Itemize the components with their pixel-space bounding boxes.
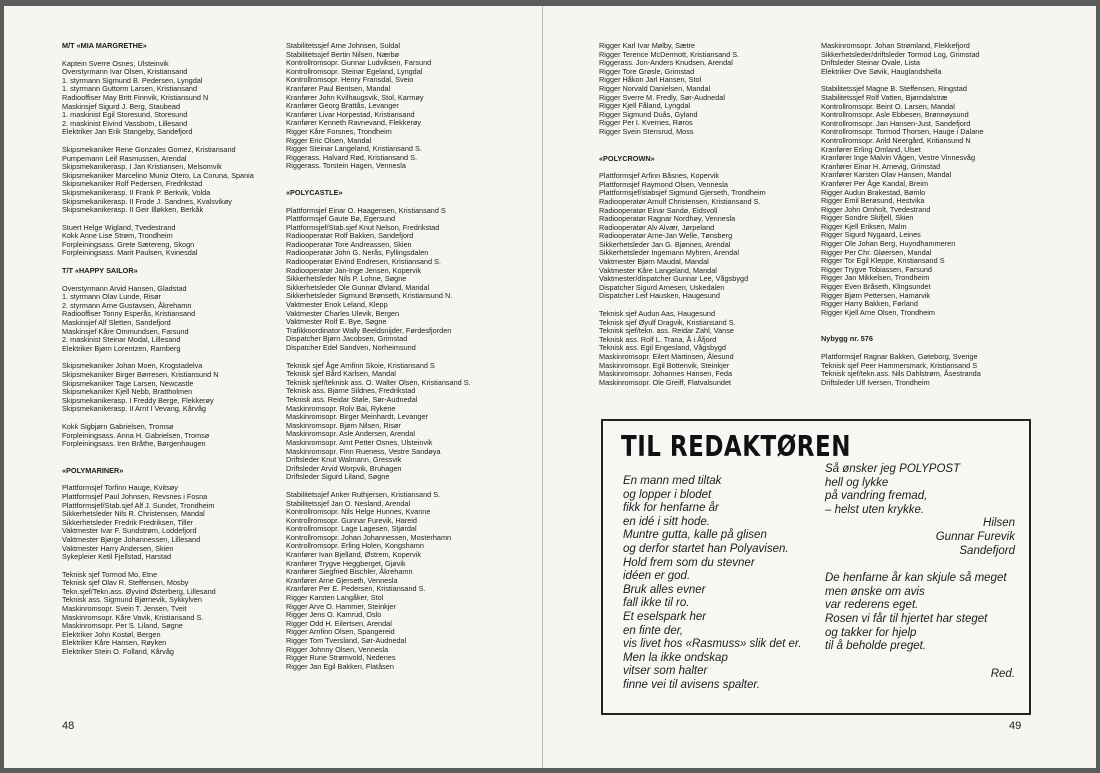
crew-entry: Teknisk ass. Sigmund Bjørnevik, Sykkylven [62,595,202,605]
crew-list-column-2 [821,42,1051,387]
crew-entry: Dispatcher Bjørn Jacobsen, Grimstad [286,334,408,344]
crew-entry: Maskinromsopr. Rolv Bai, Rykene [286,403,396,413]
crew-entry: Skipsmekanikerasp. I Jan Kristiansen, Melsomvik [62,162,222,172]
crew-entry: Stabilitetssjef Rolf Vatten, Bjørndalstræ [821,92,948,102]
crew-entry: Kranfører Einar H. Arnevig, Grimstad [821,161,941,171]
crew-entry: Kontrollromsopr. Tormod Thorsen, Hauge i Dalane [821,127,984,137]
crew-entry: Vaktmester Rolf E. Bye, Søgne [286,317,387,327]
crew-entry: 1. styrmann Olav Lunde, Risør [62,292,161,302]
crew-list-column-2 [286,42,516,671]
crew-entry: Plattformsjef Ragnar Bakken, Gøteborg, Sverige [821,352,978,361]
crew-entry: Radiooperatør John G. Nerås, Fyllingsdalen [286,248,429,258]
letter-to-editor-title: TIL REDAKTØREN [621,431,851,464]
crew-entry: Plattformsjef Arfinn Båsnes, Kopervik [599,171,720,181]
crew-entry: Radiooperatør Einar Sandø, Eidsvoll [599,205,718,215]
crew-entry: Maskinsjef Sigurd J. Berg, Staubead [62,101,181,111]
crew-entry: Skipsmekaniker Rolf Pedersen, Fredrikstad [62,179,203,189]
crew-entry: Maskinromsopr. Birger Meinhardt, Levanger [286,412,428,422]
crew-entry: Stuert Helge Wigland, Tvedestrand [62,222,176,232]
crew-entry: Vaktmester Charles Ulevik, Bergen [286,308,400,318]
poem-line: Et eselspark her [623,610,707,623]
crew-entry: Skipsmekanikerasp. II Arnt I Vevang, Kårvåg [62,404,206,414]
crew-entry: Driftsleder Ulf Iversen, Trondheim [821,377,930,387]
crew-entry: Teknisk sjef Peer Hammersmark, Kristiansand S [821,360,978,370]
crew-entry: Vaktmester/dispatcher Gunnar Lee, Vågsbygd [599,274,749,284]
crew-entry: Driftsleder Steinar Ovale, Lista [821,58,920,68]
crew-entry: Kontrollromsopr. Steinar Egeland, Lyngdal [286,66,423,76]
crew-entry: Rigger Per I. Kvernes, Røros [599,118,693,128]
crew-entry: Stabilitetssjef Jan O. Nesland, Arendal [286,498,411,508]
crew-entry: Kranfører Siegfried Bischler, Åkrehamn [286,567,413,577]
crew-entry: Teknisk sjef Tormod Mo, Etne [62,569,158,579]
crew-entry: Driftsleder Sigurd Liland, Søgne [286,472,390,482]
crew-entry: Rigger Bjørn Pettersen, Hamarvik [821,290,931,300]
crew-entry: Kranfører Arne Gjerseth, Vennesla [286,575,398,585]
crew-entry: Maskinromsopr. Arnt Petter Osnes, Ulsteinvik [286,437,433,447]
poem-line: Red. [990,667,1015,680]
crew-entry: Plattformsjef/Stab.sjef Alf J. Sundet, Trondheim [62,500,215,510]
letter-to-editor-box [601,419,1031,715]
crew-entry: Riggerass. Torstein Hagen, Vennesla [286,161,406,171]
poem-line: Gunnar Furevik [935,530,1015,543]
poem-line: vitser som halter [623,665,708,678]
crew-entry: Skipsmekaniker Kjell Nebb, Brattholmen [62,387,193,397]
crew-list-column-1 [599,42,814,387]
crew-entry: Skipsmekaniker Marcelino Muniz Otero, La Coruna, Spania [62,170,254,180]
crew-entry: Kontrollromsopr. Jan Hansen-Just, Sandefjord [821,118,971,128]
page-number: 49 [1009,720,1022,732]
crew-entry: Rigger Kjell Eriksen, Malm [821,221,907,231]
crew-entry: Rigger Terence McDermott, Kristiansand S. [599,49,740,59]
crew-entry: Vaktmester Ivar F. Sundstrøm, Loddefjord [62,526,197,536]
crew-entry: Forpleiningsass. Anna H. Gabrielsen, Tromsø [62,430,210,440]
crew-entry: Overstyrmann Arvid Hansen, Gladstad [62,283,187,293]
crew-entry: Kontrollromsopr. Johan Johannessen, Mosterhamn [286,532,452,542]
section-heading: M/T «MIA MARGRETHE» [62,42,147,50]
crew-entry: Kranfører Inge Malvin Vågen, Vestre Vinnesvåg [821,153,975,163]
crew-entry: Teknisk ass. Rolf L. Trana, Å i Åfjord [599,334,717,344]
crew-entry: Maskinromsopr. Asle Andersen, Arendal [286,429,415,439]
crew-entry: Teknisk sjef Olav R. Steffensen, Mosby [62,578,189,588]
section-heading: «POLYCROWN» [599,153,655,163]
crew-entry [62,449,277,458]
crew-entry: Rigger Steinar Langeland, Kristiansand S. [286,144,422,154]
crew-entry: Vaktmester Harry Andersen, Skien [62,543,174,553]
crew-entry: Rigger Kjell Arne Olsen, Trondheim [821,307,935,317]
crew-entry: Elektriker Ove Søvik, Hauglandshella [821,66,942,76]
crew-entry: Sikkerhetsleder Nils P. Lohne, Søgne [286,274,407,284]
crew-entry: Rigger Kåre Forsnes, Trondheim [286,126,392,136]
poem-right-column [825,463,1015,681]
crew-entry: 2. styrmann Arne Gustavsen, Åkrehamn [62,300,192,310]
crew-entry: Radiooffiser Tonny Esperås, Kristiansand [62,309,196,319]
crew-entry: Rigger Harry Bakken, Førland [821,299,918,309]
crew-entry: Maskinromsopr. Johan Strømland, Flekkefjord [821,42,970,50]
crew-entry: Trafikkoordinator Wally Beeldsnijder, Førdesfjorden [286,325,452,335]
crew-entry: Kontrollromsopr. Henry Fransdal, Sveio [286,75,414,85]
poem-line: Men la ikke ondskap [623,651,728,664]
crew-entry: Rigger Jan Egil Bakken, Flatåsen [286,661,394,671]
poem-line: – helst uten krykke. [825,503,925,516]
poem-left-column [623,475,813,693]
poem-line: fikk for henfarne år [623,502,719,515]
crew-entry: Overstyrmann Ivar Olsen, Kristiansand [62,67,188,77]
poem-line: hell og lykke [825,476,889,489]
crew-entry: Sikkerhetsleder Ole Gunnar Øvland, Mandal [286,282,430,292]
crew-entry: Plattformsjef Torfinn Hauge, Kvitsøy [62,483,178,493]
crew-entry [821,317,1051,326]
crew-entry: Teknisk sjef Åge Arnfinn Skoie, Kristiansand S [286,360,435,370]
crew-entry: Maskinsjef Alf Sletten, Sandefjord [62,318,171,328]
crew-entry: Kokk Anne Lise Strøm, Trondheim [62,231,173,241]
crew-entry: Sikkerhetsleder/driftsleder Tormod Log, Grimstad [821,49,980,59]
crew-entry: Maskinromsopr. Kåre Vavik, Kristiansand S. [62,612,204,622]
crew-entry: Maskinromsopr. Bjørn Nilsen, Risør [286,420,401,430]
crew-entry: Kranfører Paul Bentsen, Mandal [286,83,391,93]
crew-entry: Kontrollromsopr. Gunnar Ludviksen, Farsund [286,58,432,68]
crew-entry: Riggerass. Jon-Anders Knudsen, Arendal [599,58,733,68]
poem-line [825,654,1015,668]
page-number: 48 [62,720,75,732]
poem-line: men ønske om avis [825,585,925,598]
crew-entry: Kranfører Per E. Pedersen, Kristiansand S. [286,584,426,594]
crew-entry: Maskinromsopr. Eilert Martinsen, Ålesund [599,352,734,361]
crew-entry: Radiooperatør Arnulf Christensen, Kristiansand S. [599,196,761,206]
crew-entry: Teknisk sjef/tekn.ass. Nils Dahlstrøm, Åsestranda [821,369,981,379]
poem-line: Hilsen [983,517,1015,530]
crew-entry: Rigger Emil Berøsund, Hestvika [821,196,925,206]
crew-entry: Kranfører Trygve Heggberget, Gjøvik [286,558,406,568]
crew-entry: Radiooperatør Jan-Inge Jensen, Kopervik [286,265,422,275]
crew-entry: Plattformsjef Paul Johnsen, Revsnes i Fosna [62,491,208,501]
crew-entry: Rigger Ole Johan Berg, Huyndhammeren [821,239,956,249]
crew-entry: Rigger Sigurd Nygaard, Leines [821,230,921,240]
poem-line: og derfor startet han Polyavisen. [623,542,789,555]
right-page [542,6,1096,768]
crew-entry: Rigger Sondre Skifjell, Skien [821,213,914,223]
crew-entry: Vaktmester Bjørge Johannessen, Lillesand [62,534,201,544]
poem-line [825,558,1015,572]
poem-line: Så ønsker jeg POLYPOST [825,463,961,475]
crew-entry: Dispatcher Sigurd Arnesen, Uskedalen [599,282,725,292]
crew-entry: Rigger Karsten Langåker, Stol [286,593,384,603]
poem-line: Sandefjord [959,544,1015,557]
crew-entry: Stabilitetssjef Bertin Nilsen, Nærbø [286,49,400,59]
crew-entry: Vaktmester Bjørn Maudal, Mandal [599,257,709,267]
crew-entry: Rigger Sigmund Duås, Gyland [599,109,698,119]
crew-entry: Sikkerhetsleder Nils R. Christensen, Mandal [62,509,205,519]
crew-entry: Skipsmekanikerasp. I Freddy Berge, Flekkerøy [62,395,214,405]
crew-entry: Rigger John Omholt, Tvedestrand [821,204,931,214]
crew-entry: Driftsleder Arvid Worpvik, Bruhagen [286,463,402,473]
crew-entry: Teknisk sjef/tekn. ass. Reidar Zahl, Vanse [599,326,734,336]
crew-entry: Elektriker Bjørn Lorentzen, Ramberg [62,343,181,353]
crew-entry: Skipsmekanikerasp. II Frode J. Sandnes, Kvalsvikøy [62,196,232,206]
crew-entry: 1. maskinist Egil Storesund, Storesund [62,110,188,120]
crew-entry: Skipsmekaniker Tage Larsen, Newcastle [62,378,194,388]
crew-entry: Elektriker Kåre Hansen, Røyken [62,638,167,648]
crew-entry: Kontrollromsopr. Lage Lagesen, Stjørdal [286,524,417,534]
poem-line: idéen er god. [623,570,691,583]
poem-line: Muntre gutta, kalle på glisen [623,529,767,542]
crew-entry: Plattformsjef/Stab.sjef Knut Nelson, Fredrikstad [286,222,440,232]
crew-entry: Skipsmekanikerasp. II Geir Illøkken, Berkåk [62,205,204,215]
crew-entry: Kranfører Erling Omland, Ulset [821,144,921,154]
crew-entry: Radiooperatør Ragnar Nordhøy, Vennesla [599,214,736,224]
poem-line: En mann med tiltak [623,475,722,487]
crew-list-column-1 [62,42,277,657]
poem-line: finne vei til avisens spalter. [623,678,761,691]
crew-entry: Radiooffiser May Britt Finnvik, Kristiansund N [62,92,209,102]
crew-entry: Skipsmekaniker Johan Moen, Krogstadelva [62,361,203,371]
crew-entry: Teknisk sjef/teknisk ass. O. Walter Olsen, Kristiansand S. [286,377,471,387]
poem-line: en idé i sitt hode. [623,515,710,528]
crew-entry: Rigger Tore Grøsle, Grimstad [599,66,695,76]
crew-entry: Skipsmekaniker Birger Børresen, Kristiansund N [62,370,219,379]
crew-entry: Kokk Sigbjørn Gabrielsen, Tromsø [62,421,174,431]
poem-line: var rederens eget. [825,599,919,612]
poem-line: Hold frem som du stevner [623,556,755,569]
crew-entry: Teknisk sjef Audun Aas, Haugesund [599,309,716,319]
crew-entry: Kranfører Kenneth Ravnevand, Flekkerøy [286,118,422,128]
crew-entry: Kontrollromsopr. Beint O. Larsen, Mandal [821,101,955,111]
crew-entry: Rigger Jens O. Kamrud, Oslo [286,610,382,620]
crew-entry: Rigger Håkon Jarl Hansen, Stol [599,75,702,85]
poem-line: De henfarne år kan skjule så meget [825,572,1007,585]
crew-entry: Plattformsjef Gaute Bø, Egersund [286,214,396,224]
crew-entry: Maskinromsopr. Egil Bottenvik, Steinkjer [599,360,730,370]
crew-entry: Plattformsjef/stabsjef Sigmund Gjerseth, Trondheim [599,188,766,198]
crew-entry: Rigger Tom Tversland, Sør-Audnedal [286,636,407,645]
crew-entry: Rigger Arve O. Hammer, Steinkjer [286,601,396,611]
crew-entry: Rigger Audun Brakestad, Bømlo [821,187,926,197]
crew-entry: Rigger Sverre M. Fredly, Sør-Audnedal [599,92,725,102]
crew-entry: 2. maskinist Eivind Vassbotn, Lillesand [62,118,188,128]
crew-entry [599,137,814,146]
crew-entry: Vaktmester Enok Leland, Klepp [286,300,388,310]
crew-entry: Teknisk ass. Bjarne Sildnes, Fredrikstad [286,386,416,396]
crew-entry: Driftsleder Knut Walmann, Gressvik [286,455,402,465]
section-heading: Nybygg nr. 576 [821,334,873,344]
crew-entry: Rigger Per Chr. Gløersen, Mandal [821,247,932,257]
section-heading: T/T «HAPPY SAILOR» [62,266,138,276]
crew-entry: Rigger Rune Strømvold, Nedenes [286,653,396,663]
crew-entry: Kranfører Livar Horpestad, Kristiansand [286,109,415,119]
crew-entry: Sikkerhetsleder Jan G. Bjønnes, Arendal [599,239,731,249]
crew-entry: Stabilitetssjef Anker Ruthjersen, Kristiansand S. [286,489,441,499]
left-page [4,6,542,768]
crew-entry: Kontrollromsopr. Arild Neergård, Kritiansund N [821,135,971,145]
crew-entry: Dispatcher Leif Hausken, Haugesund [599,291,720,301]
crew-entry: 1. styrmann Guttorm Larsen, Kristiansand [62,84,198,94]
crew-entry: Kranfører Karsten Olav Hansen, Mandal [821,170,952,180]
crew-entry: Elektriker Jan Erik Stangeby, Sandefjord [62,127,193,137]
crew-entry: Elektriker John Kostøl, Bergen [62,629,161,639]
poem-line: vis livet hos «Rasmuss» slik det er. [623,638,802,651]
crew-entry: Rigger Norvald Danielsen, Mandal [599,83,711,93]
crew-entry: Teknisk ass. Egil Engesland, Vågsbygd [599,343,726,353]
crew-entry: Radiooperatør Eivind Endresen, Kristiansand S. [286,257,441,267]
crew-entry: Radiooperatør Alv Alvær, Jørpeland [599,222,715,232]
crew-entry: Maskinromsopr. Per S. Liland, Søgne [62,621,183,631]
crew-entry: Forpleiningsass. Grete Sætereng, Skogn [62,239,195,249]
crew-entry [286,171,516,180]
crew-entry: Tekn.sjef/Tekn.ass. Øyvind Østerberg, Lillesand [62,586,216,596]
crew-entry: Pumpemann Leif Rasmussen, Arendal [62,153,187,163]
crew-entry: Riggerass. Halvard Rød, Kristiansand S. [286,152,417,162]
crew-entry: Elektriker Stein O. Folland, Kårvåg [62,647,174,657]
crew-entry: Kontrollromsopr. Gunnar Furevik, Hareid [286,515,417,525]
crew-entry: Rigger Arnfinn Olsen, Spangereid [286,627,395,637]
crew-entry: Maskinsjef Kåre Ommundsen, Farsund [62,326,189,336]
crew-entry: Forpleiningsass. Iren Bråthe, Børgenhaugen [62,439,206,449]
poem-line: Rosen vi får til hjertet har steget [825,612,988,625]
crew-entry: Teknisk ass. Reidar Støle, Sør-Audnedal [286,394,418,404]
crew-entry: Vaktmester Kåre Langeland, Mandal [599,265,717,275]
crew-entry: Kranfører Ivan Bjelland, Østrem, Kopervik [286,550,422,560]
crew-entry: Rigger Svein Stensrud, Moss [599,126,694,136]
crew-entry: Skipsmekanikerasp. II Frank P. Berkvik, Volda [62,187,211,197]
poem-line: en finte der, [623,624,684,637]
crew-entry: Plattformsjef Raymond Olsen, Vennesla [599,179,728,189]
crew-entry: 2. maskinist Steinar Modal, Lillesand [62,335,181,345]
crew-entry: Kranfører Per Åge Kandal, Breim [821,178,929,188]
crew-entry: Rigger Karl Ivar Mølby, Sætre [599,42,695,50]
poem-line: Bruk alles evner [623,583,706,596]
crew-entry: Radiooperatør Arne-Jan Welle, Tønsberg [599,231,733,241]
crew-entry: Skipsmekaniker Rene Gonzales Gomez, Kristiansand [62,144,236,154]
poem-line: fall ikke til ro. [623,597,690,610]
section-heading: «POLYCASTLE» [286,187,343,197]
poem-line: på vandring fremad, [825,490,928,503]
crew-entry: Kontrollromsopr. Nils Helge Hunnes, Kvanne [286,507,431,517]
crew-entry: Kontrollromsopr. Erling Holen, Kongshamn [286,541,424,551]
crew-entry: Radiooperatør Tore Andreassen, Skien [286,239,412,249]
crew-entry: Rigger Trygve Tobiassen, Farsund [821,264,932,274]
crew-entry: Sikkerhetsleder Ingemann Myhren, Arendal [599,248,739,258]
crew-entry: Rigger Jan Mikkelsen, Trondheim [821,273,930,283]
crew-entry: Maskinromsopr. Ole Greiff, Flatvalsundet [599,377,732,387]
crew-entry: Sykepleier Ketil Fjellstad, Harstad [62,552,172,562]
crew-entry: Kranfører Georg Brattås, Levanger [286,101,399,111]
crew-entry: Maskinromsopr. Svein T. Jensen, Tveit [62,604,187,614]
crew-entry: 1. styrmann Sigmund B. Pedersen, Lyngdal [62,75,203,85]
crew-entry: Dispatcher Edel Sandven, Norheimsund [286,343,416,352]
crew-entry: Maskinromsopr. Finn Rueness, Vestre Sandøya [286,446,441,456]
crew-entry: Teknisk sjef Øyulf Dragvik, Kristiansand S. [599,317,736,327]
crew-entry: Rigger Johnny Olsen, Vennesla [286,644,389,654]
crew-entry: Forpleiningsass. Marit Paulsen, Kvinesdal [62,248,198,258]
crew-entry: Radiooperatør Rolf Bakken, Sandefjord [286,231,414,241]
section-heading: «POLYMARINER» [62,465,124,475]
crew-entry: Teknisk sjef Bård Karlsen, Mandal [286,369,396,379]
crew-entry: Maskinromsopr. Johannes Hansen, Feda [599,369,733,379]
crew-entry: Kranfører John Kvilhaugsvik, Stol, Karmøy [286,92,424,102]
crew-entry: Rigger Eric Olsen, Mandal [286,135,372,145]
crew-entry: Stabilitetssjef Arne Johnsen, Suldal [286,42,400,50]
poem-line: og lopper i blodet [623,488,712,501]
crew-entry: Sikkerhetsleder Fredrik Fredriksen, Tiller [62,517,193,527]
crew-entry: Stabilitetssjef Magne B. Steffensen, Ringstad [821,84,967,94]
poem-line: og takker for hjelp [825,626,917,639]
crew-entry: Kontrollromsopr. Asle Ebbesen, Brønnøysund [821,110,969,120]
crew-entry: Rigger Kjell Fåland, Lyngdal [599,101,690,111]
crew-entry: Rigger Odd H. Eilertsen, Arendal [286,618,392,628]
crew-entry: Sikkerhetsleder Sigmund Brønseth, Kristiansund N. [286,291,453,301]
crew-entry: Rigger Even Bråseth, Klingsundet [821,282,931,292]
crew-entry: Kaptein Sverre Osnes, Ulsteinvik [62,58,169,68]
crew-entry: Rigger Tor Egil Kleppe, Kristiansand S [821,256,945,266]
poem-line: til å beholde preget. [825,640,927,653]
crew-entry: Plattformsjef Einar O. Haagensen, Kristiansand S [286,205,446,215]
